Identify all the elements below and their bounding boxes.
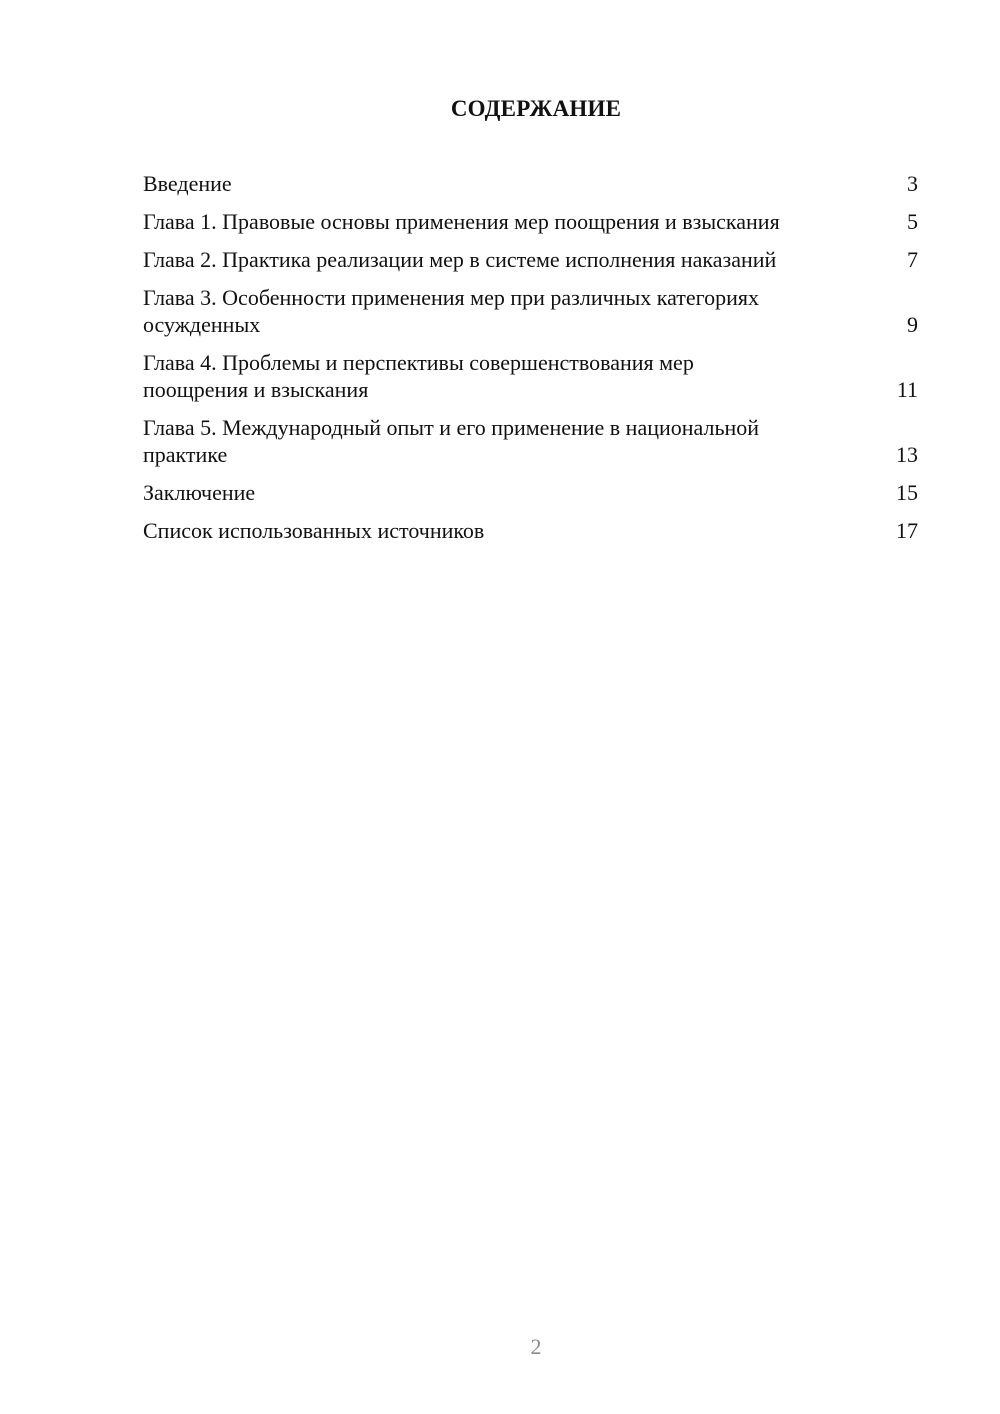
- page-number: 2: [530, 1334, 542, 1359]
- toc-entry-chapter-4[interactable]: [143, 349, 918, 403]
- toc-entry-text: Глава 4. Проблемы и перспективы совершенствования мер поощрения и взыскания: [143, 350, 694, 402]
- toc-entry-page: 17: [896, 518, 918, 543]
- toc-entry-text: Глава 3. Особенности применения мер при различных категориях осужденных: [143, 285, 760, 337]
- toc-entry-chapter-2[interactable]: [143, 246, 918, 273]
- toc-entry-page: 5: [907, 209, 918, 234]
- toc-entry-text: Глава 2. Практика реализации мер в системе исполнения наказаний: [143, 247, 777, 272]
- toc-entry-references[interactable]: [143, 517, 918, 544]
- toc-entry-chapter-3[interactable]: [143, 284, 918, 338]
- toc-entry-page: 13: [896, 442, 918, 467]
- toc-entry-text: Глава 1. Правовые основы применения мер поощрения и взыскания: [143, 209, 780, 234]
- toc-entry-text: Список использованных источников: [143, 518, 485, 543]
- toc-entry-text: Глава 5. Международный опыт и его применение в национальной практике: [143, 415, 760, 467]
- toc-entry-chapter-5[interactable]: [143, 414, 918, 468]
- toc-entry-page: 11: [896, 377, 918, 402]
- toc-entry-page: 7: [907, 247, 918, 272]
- table-of-contents: [143, 170, 918, 555]
- toc-entry-page: 9: [907, 312, 918, 337]
- toc-entry-text: Заключение: [143, 480, 256, 505]
- toc-entry-introduction[interactable]: [143, 170, 918, 197]
- page-title: СОДЕРЖАНИЕ: [450, 96, 622, 121]
- toc-entry-text: Введение: [143, 171, 232, 196]
- toc-entry-page: 3: [907, 171, 918, 196]
- toc-entry-conclusion[interactable]: [143, 479, 918, 506]
- toc-entry-page: 15: [896, 480, 918, 505]
- toc-entry-chapter-1[interactable]: [143, 208, 918, 235]
